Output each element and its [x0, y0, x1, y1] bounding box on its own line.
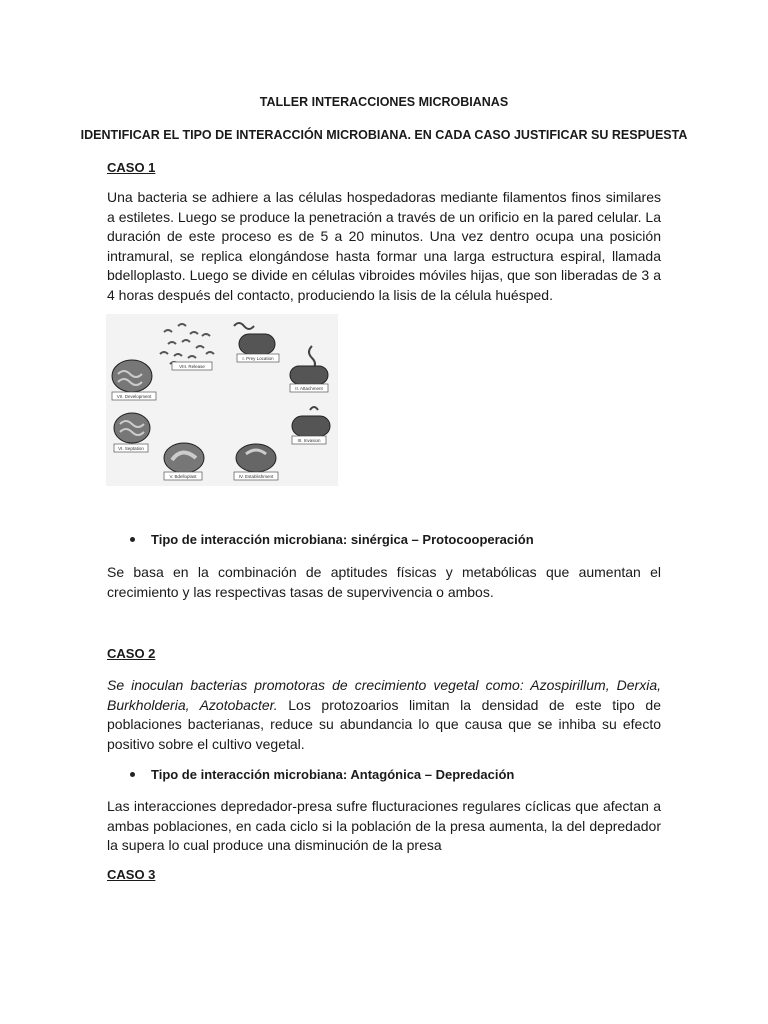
bdelloplast-cell-icon [164, 443, 204, 473]
caso1-bullet [130, 532, 534, 547]
caso3-heading: CASO 3 [107, 867, 156, 882]
caso1-explanation: Se basa en la combinación de aptitudes físicas y metabólicas que aumentan el crecimiento y las respectivas tasas de supervivencia o ambos. [107, 564, 661, 600]
bullet-dot-icon [130, 537, 135, 542]
label-iii: III. Invasion [297, 438, 321, 443]
label-vi: VI. Septation [118, 446, 144, 451]
caso2-bullet [130, 767, 514, 782]
invasion-cell-icon [292, 416, 330, 436]
label-ii: II. Attachment [295, 386, 323, 391]
caso2-text-italic: Se inoculan bacterias promotoras de crecimiento vegetal como: Azospirillum, Derxia, Burkholderia, Azotobacter. [107, 677, 661, 713]
caso2-text-rest: Los protozoarios limitan la densidad de este tipo de poblaciones bacterianas, reduce su abundancia lo que causa que se inhiba su efecto positivo sobre el cultivo vegetal. [107, 696, 661, 752]
label-vii: VII. Development [116, 394, 152, 399]
label-v: V. Bdelloplast [169, 474, 197, 479]
release-cells-icon [160, 324, 214, 364]
caso2-heading: CASO 2 [107, 646, 156, 661]
predator-icon [234, 323, 254, 329]
caso1-interaction-type: Tipo de interacción microbiana: sinérgica – Protocooperación [151, 532, 534, 547]
document-title: TALLER INTERACCIONES MICROBIANAS [259, 95, 509, 109]
caso2-text [107, 676, 661, 754]
establishment-cell-icon [236, 444, 276, 472]
instruction-heading: IDENTIFICAR EL TIPO DE INTERACCIÓN MICROBIANA. EN CADA CASO JUSTIFICAR SU RESPUESTA [80, 128, 688, 142]
caso1-heading: CASO 1 [107, 160, 156, 175]
caso2-interaction-type: Tipo de interacción microbiana: Antagónica – Depredación [151, 767, 515, 782]
bullet-dot-icon [130, 772, 135, 777]
septation-cell-icon [114, 413, 150, 443]
bdellovibrio-life-cycle-figure [106, 314, 338, 486]
prey-cell-icon [239, 334, 275, 354]
label-i: I. Prey Location [242, 356, 274, 361]
label-viii: VIII. Release [179, 364, 205, 369]
label-iv: IV. Establishment [238, 474, 274, 479]
attachment-cell-icon [290, 366, 328, 384]
caso1-text: Una bacteria se adhiere a las células hospedadoras mediante filamentos finos similares a estiletes. Luego se produce la penetración a través de un orificio en la pared celular. La duración de este proceso es de 5 a 20 minutos. Una vez dentro ocupa una posición intramural, se replica elongándose hasta formar una larga estructura espiral, llamada bdelloplasto. Luego se divide en células vibroides móviles hijas, que son liberadas de 3 a 4 horas después del contacto, produciendo la lisis de la célula huésped. [107, 189, 661, 303]
caso2-explanation: Las interacciones depredador-presa sufre flucturaciones regulares cíclicas que afectan a ambas poblaciones, en cada ciclo si la población de la presa aumenta, la del depredador la supera lo cual produce una disminución de la presa [107, 798, 661, 853]
